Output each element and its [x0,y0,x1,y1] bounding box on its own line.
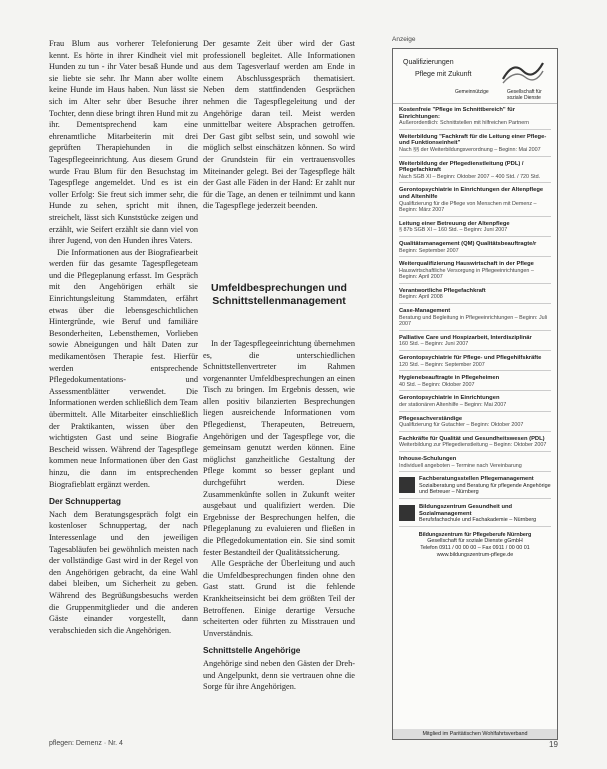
institution-logo-icon [399,477,415,493]
course-entry: Verantwortliche Pflegefachkraft Beginn: April 2008 [399,288,551,304]
contact-block: Bildungszentrum für Pflegeberufe Nürnberg Gesellschaft für soziale Dienste gGmbH Telefon 0911 / 00 00 00 – Fax 0911 / 00 00 01 www.bildungszentrum-pflege.de [418,531,532,558]
institution-entry: Fachberatungsstellen Pflegemanagement Sozialberatung und Beratung für pflegende Angehörige und Betreuer – Nürnberg [399,476,551,499]
course-entry: Gerontopsychiatrie für Pflege- und Pflegehilfskräfte 120 Std. – Beginn: September 2007 [399,355,551,371]
paragraph: Der gesamte Zeit über wird der Gast professionell begleitet. Alle Informationen aus dem Tagesverlauf werden am Ende in einem Abschlussgespräch thematisiert. Neben dem stattfindenden Gesprächen nehmen die Tagespflegeleitung und der Angehörige daran teil. Meist werden unmittelbar weitere Absprachen getroffen. Der Gast gibt selbst sein, und sowohl wie möglich selbst einschätzen können. So wird der Grundstein für ein vertrauensvolles Miteinander gelegt. Bei der Tagespflege hält der Gast alle Fäden in der Hand: Er zahlt nur für die Tage, an denen er teilnimmt und kann die Tagespflege jederzeit beenden. [203,39,355,211]
page-number: 19 [549,740,558,749]
course-entry: Case-Management Beratung und Begleitung in Pflegeeinrichtungen – Beginn: Juli 2007 [399,308,551,331]
ad-subtitle: Pflege mit Zukunft [415,71,472,78]
course-entry: Palliative Care und Hospizarbeit, Interdisziplinär 160 Std. – Beginn: Juni 2007 [399,335,551,351]
ad-title: Qualifizierungen [403,59,454,66]
course-entry: Pflegesachverständige Qualifizierung für Gutachter – Beginn: Oktober 2007 [399,416,551,432]
paragraph: Nach dem Beratungsgespräch folgt ein kostenloser Schnuppertag, der nach Interessenlage und den jeweiligen Tagesabläufen bei gewöhnlich meisten nach der vollständige Gast wird in der Regel von den Angehörigen gebracht, da eine Wahl dabei bleiben, um Sicherheit zu geben. Während des Begrüßungsbesuchs werden die Gruppenmitglieder und die anderen Gäste einander vorgestellt, dann verabschieden sich die Angehörigen. [49,509,198,635]
course-entry: Weiterbildung der Pflegedienstleitung (PDL) / Pflegefachkraft Nach SGB XI – Beginn: Oktober 2007 – 400 Std. / 720 Std. [399,161,551,184]
logo-caption: Gesellschaft für soziale Dienste [507,89,542,101]
ad-header [393,49,557,104]
logo-caption: Gemeinnützige [455,89,489,95]
organization-logo-icon [501,57,545,87]
course-entry: Fachkräfte für Qualität und Gesundheitswesen (PDL) Weiterbildung zur Pflegedienstleitung – Beginn: Oktober 2007 [399,436,551,452]
paragraph: In der Tagespflegeeinrichtung übernehmen es, die unterschiedlichen Schnittstellenvertreter im Rahmen vorgenannter Umfeldbesprechungen an einen Tisch zu bringen. Im Ergebnis dessen, wie allen positiv bilanzierten Besprechungen liegen ausreichende Informationen vom Pflegedienst, Therapeuten, Betreuern, Angehörigen und der Tagespflege vor, die gemeinsam genutzt werden können. Eine möglichst ganzheitliche Gestaltung der Pflege kommt so besser geplant und durchgeführt werden. Diese Zusammenkünfte sollen in Zukunft weiter ausgebaut und qualifiziert werden. Die Ergebnisse der Besprechungen helfen, die Pflegeplanung zu evaluieren und fließen in die Pflegedokumentation ein. Sie sind somit fester Bestandteil der Qualitätssicherung. [203,338,355,557]
text-column-middle [203,38,355,693]
section-heading: Der Schnuppertag [49,496,121,507]
course-entry: Hygienebeauftragte in Pflegeheimen 40 Std. – Beginn: Oktober 2007 [399,375,551,391]
course-entry: Weiterqualifizierung Hauswirtschaft in der Pflege Hauswirtschaftliche Versorgung in Pflegeeinrichtungen – Beginn: April 2007 [399,261,551,284]
course-entry: Weiterbildung "Fachkraft für die Leitung einer Pflege- und Funktionseinheit" Nach §§ der Weiterbildungsverordnung – Beginn: Mai 2007 [399,134,551,157]
course-entry: Inhouse-Schulungen Individuell angeboten – Termine nach Vereinbarung [399,456,551,472]
course-entry: Gerontopsychiatrie in Einrichtungen der stationären Altenhilfe – Beginn: Mai 2007 [399,395,551,411]
institution-entry: Bildungszentrum Gesundheit und Sozialmanagement Berufsfachschule und Fachakademie – Nürnberg [399,504,551,527]
paragraph: Die Informationen aus der Biografiearbeit werden für das gesamte Tagespflegeteam und die Pflegeplanung erfasst. Im Gespräch mit den Angehörigen erhält sie Einrichtungsleitung Stammdaten, erfährt etwas über die lebensgeschichtlichen Hintergründe, wie Beruf und familiäre Besonderheiten, Lebensthemen, Vorlieben sowie Abneigungen und hält Daten zur medikamentösen Therapie fest. Hierfür werden entsprechende Pflegedokumentations- und Assessmentblätter verwendet. Die Informationen werden schließlich dem Team übermittelt. Alle Mitarbeiter einschließlich der Praktikanten, wissen über den wichtigsten Gast und seine Biografie Bescheid wissen. Während der Tagespflege kommen neue Informationen über den Gast hinzu, die dann im entsprechenden Biografieblatt ergänzt werden. [49,247,198,489]
publication-footer: pflegen: Demenz · Nr. 4 [49,740,123,747]
institution-logo-icon [399,505,415,521]
panel-footer: Mitglied im Paritätischen Wohlfahrtsverband [393,729,557,739]
course-entry: Leitung einer Betreuung der Altenpflege § 87b SGB XI – 160 Std. – Beginn: Juni 2007 [399,221,551,237]
paragraph: Angehörige sind neben den Gästen der Dreh- und Angelpunkt, denn sie vertrauen ohne die Sorge für ihre Angehörigen. [203,658,355,692]
paragraph: Alle Gespräche der Überleitung und auch die Umfeldbesprechungen finden ohne den Gast statt. Grund ist die fehlende Krankheitseinsicht bei dem größten Teil der Betroffenen. Einige derartige Versuche scheiterten oder führten zu Misstrauen und Unverständnis. [203,559,355,638]
advertisement-panel [392,48,558,740]
section-heading: Umfeldbesprechungen und Schnittstellenmanagement [211,281,347,307]
course-entry: Gerontopsychiatrie in Einrichtungen der Altenpflege und Altenhilfe Qualifizierung für die Pflege von Menschen mit Demenz – Beginn: März 2007 [399,187,551,216]
ad-tag: Anzeige [392,36,416,43]
course-entry: Kostenfreie "Pflege im Schnittbereich" für Einrichtungen: Außerordentlich: Schnittstellen mit hilfreichen Partnern [399,107,551,130]
paragraph: Frau Blum aus vorherer Telefonierung kennt. Es hörte in ihrer Kindheit viel mit Hunden zu tun - ihr Vater besaß Hunde und sie liebte sie sehr. Ihr Mann aber wollte keine Hunde im Haus haben. Nun lässt sie sich im Alter sehr über Besuche ihrer Tochter, denn diese bringt ihren Hund mit zu ihr. Dementsprechend kam eine ehrenamtliche Mitarbeiterin mit drei geprüften Therapiehunden in die Tagespflegeeinrichtung. Aus diesem Grund wurde Frau Blum für den Besuchstag im Tagespflege angemeldet. Und es ist ein voller Erfolg: Sie freut sich immer sehr, die Hunde zu sehen, spricht mit ihnen, streichelt, lässt sich Kunststücke zeigen und erzählt, wie Seifert erzählt sie dann viel von ihrer Jugend, von den Hunden ihres Vaters. [49,39,198,246]
course-entry: Qualitätsmanagement (QM) Qualitätsbeauftragte/r Beginn: September 2007 [399,241,551,257]
course-list [393,104,557,558]
text-column-left [49,38,198,636]
section-heading: Schnittstelle Angehörige [203,645,301,656]
